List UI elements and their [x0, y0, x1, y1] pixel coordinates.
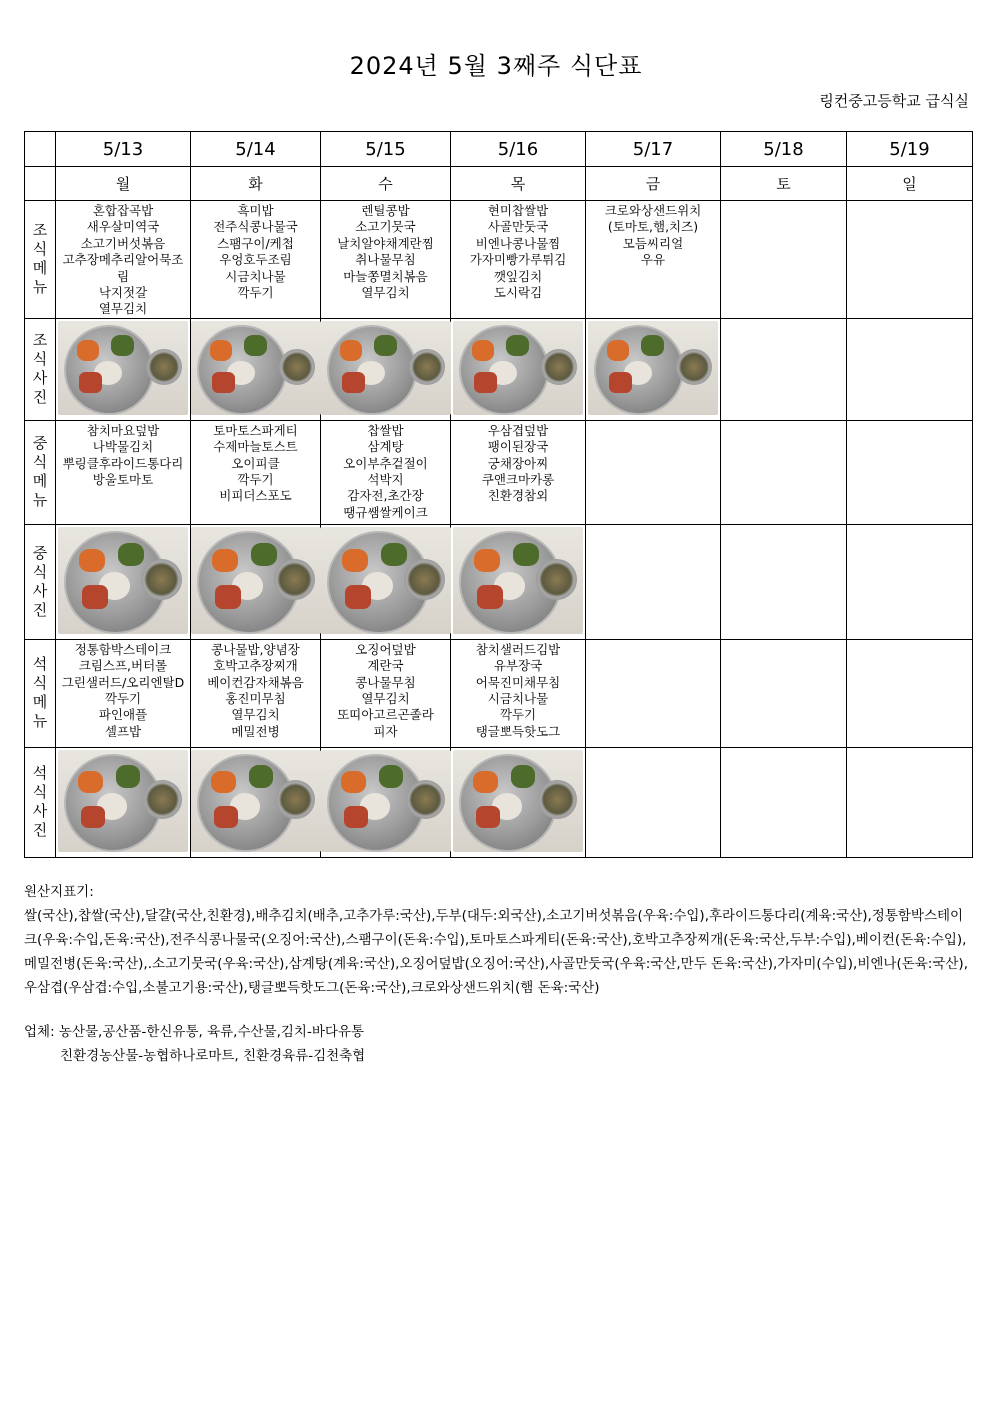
menu-item: 깍두기 [237, 285, 274, 301]
row-label-char: 진 [32, 600, 48, 619]
menu-item: 메밀전병 [231, 723, 280, 739]
soup-bowl [409, 349, 445, 385]
lunch-menu-cell [56, 420, 191, 524]
soup-bowl [538, 780, 577, 819]
menu-item: 감자전,초간장 [347, 488, 424, 504]
menu-item: 찹쌀밥 [367, 422, 404, 438]
menu-item: (토마토,햄,치즈) [607, 219, 699, 235]
lunch-menu-cell [847, 420, 973, 524]
day-cell: 수 [321, 167, 451, 201]
dinner-menu-cell [321, 639, 451, 747]
dinner-menu-cell [451, 639, 586, 747]
menu-item: 현미찹쌀밥 [487, 203, 549, 218]
menu-item: 정통함박스테이크 [74, 641, 172, 657]
side-dish [81, 806, 105, 829]
dinner-photo-cell [191, 747, 321, 857]
row-label [25, 639, 56, 747]
dinner-photo-cell [721, 747, 847, 857]
meal-photo [453, 750, 583, 852]
breakfast-photo-cell [586, 318, 721, 420]
meal-photo [191, 321, 321, 415]
page-title: 2024년 5월 3째주 식단표 [349, 52, 643, 80]
meal-photo [321, 750, 451, 852]
menu-item: 우삼겹덮밥 [487, 422, 549, 438]
menu-item: 깍두기 [499, 707, 537, 723]
menu-item: 깍두기 [237, 472, 274, 488]
day-cell: 금 [586, 167, 721, 201]
side-dish [344, 806, 368, 829]
menu-item: 홍진미무침 [225, 691, 286, 707]
row-label [25, 420, 56, 524]
row-label-char: 메 [32, 693, 48, 712]
dinner-photo-cell [451, 747, 586, 857]
side-dish [374, 335, 396, 356]
side-dish [210, 340, 232, 361]
side-dish [118, 543, 144, 567]
row-label-char: 메 [32, 259, 48, 278]
side-dish [77, 340, 99, 361]
breakfast-photo-cell [191, 318, 321, 420]
row-label-char: 식 [32, 350, 48, 369]
menu-item: 열무김치 [98, 301, 148, 317]
side-dish [345, 585, 371, 609]
menu-item: 참치샐러드김밥 [475, 641, 561, 657]
meal-table [24, 131, 973, 858]
lunch-menu-row [25, 420, 973, 524]
dinner-menu-cell [586, 639, 721, 747]
breakfast-photo-row [25, 318, 973, 420]
soup-bowl [541, 349, 577, 385]
side-dish [472, 340, 494, 361]
soup-bowl [276, 780, 315, 819]
day-cell: 목 [451, 167, 586, 201]
menu-item: 토마토스파게티 [213, 422, 298, 438]
breakfast-menu-cell [586, 201, 721, 319]
side-dish [342, 372, 364, 393]
school-name: 링컨중고등학교 급식실 [819, 92, 969, 110]
menu-item: 고추장메추리알어묵조 [62, 252, 184, 268]
row-label-char: 진 [32, 821, 48, 840]
side-dish [381, 543, 407, 567]
menu-item: 우엉호두조림 [219, 252, 292, 268]
row-label-char: 뉴 [32, 712, 48, 731]
breakfast-menu-cell [56, 201, 191, 319]
side-dish [341, 771, 365, 794]
soup-bowl [146, 349, 182, 385]
dinner-photo-cell [847, 747, 973, 857]
menu-item: 가자미빵가루튀김 [469, 252, 567, 268]
date-cell: 5/18 [721, 132, 847, 167]
row-label-char: 조 [32, 331, 48, 350]
soup-bowl [141, 559, 182, 600]
lunch-menu-cell [721, 420, 847, 524]
meal-photo [588, 321, 718, 415]
dinner-photo-cell [321, 747, 451, 857]
dinner-menu-cell [191, 639, 321, 747]
side-dish [244, 335, 266, 356]
side-dish [474, 549, 500, 573]
date-cell: 5/16 [451, 132, 586, 167]
lunch-photo-cell [721, 524, 847, 639]
menu-item: 크로와상샌드위치 [604, 203, 702, 218]
row-label-char: 진 [32, 388, 48, 407]
soup-bowl [143, 780, 182, 819]
row-label-char: 사 [32, 369, 48, 388]
side-dish [513, 543, 539, 567]
menu-item: 석박지 [367, 472, 404, 488]
row-label-char: 석 [32, 655, 48, 674]
date-cell: 5/17 [586, 132, 721, 167]
date-cell: 5/15 [321, 132, 451, 167]
breakfast-menu-row [25, 201, 973, 319]
soup-bowl [676, 349, 712, 385]
menu-item: 친환경참외 [487, 488, 549, 504]
menu-item: 렌틸콩밥 [361, 203, 410, 218]
side-dish [474, 372, 496, 393]
side-dish [477, 585, 503, 609]
breakfast-menu-cell [847, 201, 973, 319]
dinner-photo-cell [56, 747, 191, 857]
dinner-photo-cell [586, 747, 721, 857]
vendors [24, 1020, 970, 1068]
breakfast-photo-cell [451, 318, 586, 420]
date-row [25, 132, 973, 167]
side-dish [212, 372, 234, 393]
menu-item: 베이컨감자채볶음 [207, 674, 304, 690]
side-dish [249, 765, 273, 788]
menu-item: 혼합잡곡밥 [92, 203, 154, 218]
origin-text: 쌀(국산),찹쌀(국산),달걀(국산,친환경),배추김치(배추,고추가루:국산),두부(대두:외국산),소고기버섯볶음(우육:수입),후라이드통다리(계육:국산),정통함박스테이크(우육:수입,돈육:국산),전주식콩나물국(오징어:국산),스팸구이(돈육:수입),토마토스파게티(돈육:국산),호박고추장찌개(돈육:국산,두부:수입),베이컨(돈육:수입),메밀전병(돈육:국산),.소고기뭇국(우육:국산),삼계탕(계육:국산),오징어덮밥(오징어:국산),사골만둣국(우육:국산,만두 돈육:국산),가자미(수입),비엔나(돈육:국산),우삼겹(우삼겹:수입,소불고기용:국산),탱글뽀득핫도그(돈육:국산),크로와상샌드위치(햄 돈육:국산) [24, 908, 968, 996]
breakfast-photo-cell [721, 318, 847, 420]
menu-item: 탱글뽀득핫도그 [475, 723, 561, 739]
corner-cell [25, 132, 56, 167]
menu-item: 취나물무침 [355, 252, 416, 268]
breakfast-photo-cell [321, 318, 451, 420]
menu-item: 쿠앤크마카롱 [481, 472, 555, 488]
menu-item: 깻잎김치 [493, 268, 543, 284]
menu-item: 날치알야채계란찜 [337, 235, 434, 251]
dinner-menu-row [25, 639, 973, 747]
side-dish [607, 340, 629, 361]
menu-item: 오이피클 [231, 455, 280, 471]
side-dish [111, 335, 133, 356]
side-dish [79, 372, 101, 393]
side-dish [82, 585, 108, 609]
lunch-photo-cell [191, 524, 321, 639]
side-dish [214, 806, 238, 829]
row-label-char: 사 [32, 802, 48, 821]
menu-item: 콩나물밥,양념장 [211, 641, 300, 657]
menu-item: 유부장국 [493, 658, 543, 674]
menu-item: 삼계탕 [367, 439, 404, 455]
menu-item: 콩나물무침 [355, 674, 416, 690]
row-label-char: 뉴 [32, 491, 48, 510]
meal-photo [321, 321, 451, 415]
meal-photo [453, 527, 583, 634]
corner-cell [25, 167, 56, 201]
meal-photo [58, 750, 188, 852]
lunch-photo-cell [56, 524, 191, 639]
menu-item: 참치마요덮밥 [86, 422, 160, 438]
menu-item: 전주식콩나물국 [213, 219, 298, 235]
side-dish [78, 771, 102, 794]
breakfast-menu-cell [721, 201, 847, 319]
menu-item: 나박물김치 [92, 439, 154, 455]
row-label-char: 메 [32, 472, 48, 491]
menu-item: 도시락김 [493, 285, 543, 301]
menu-item: 뿌링클후라이드통다리 [62, 455, 184, 471]
lunch-photo-cell [847, 524, 973, 639]
menu-item: 낙지젓갈 [98, 285, 148, 301]
side-dish [211, 771, 235, 794]
menu-item: 열무김치 [361, 691, 410, 707]
soup-bowl [406, 780, 445, 819]
side-dish [215, 585, 241, 609]
breakfast-menu-cell [321, 201, 451, 319]
dinner-photo-row [25, 747, 973, 857]
row-label-char: 식 [32, 453, 48, 472]
menu-item: 시금치나물 [225, 268, 286, 284]
lunch-menu-cell [321, 420, 451, 524]
menu-item: 소고기뭇국 [355, 219, 416, 235]
menu-item: 방울토마토 [92, 472, 154, 488]
row-label-char: 식 [32, 674, 48, 693]
menu-item: 크림스프,버터롤 [78, 658, 168, 674]
vendors-line-1: 업체: 농산물,공산품-한신유통, 육류,수산물,김치-바다유통 [24, 1024, 364, 1040]
row-label [25, 524, 56, 639]
soup-bowl [279, 349, 315, 385]
meal-photo [58, 321, 188, 415]
menu-item: 어묵진미채무침 [475, 674, 561, 690]
date-cell: 5/13 [56, 132, 191, 167]
side-dish [342, 549, 368, 573]
row-label-char: 뉴 [32, 278, 48, 297]
menu-item: 파인애플 [98, 707, 148, 723]
row-label-char: 조 [32, 221, 48, 240]
menu-item: 땡규쌤쌀케이크 [343, 504, 428, 520]
side-dish [641, 335, 663, 356]
lunch-photo-cell [321, 524, 451, 639]
dinner-menu-cell [56, 639, 191, 747]
side-dish [476, 806, 500, 829]
menu-item: 오징어덮밥 [355, 641, 416, 657]
origin-heading: 원산지표기: [24, 884, 94, 900]
row-label [25, 201, 56, 319]
menu-item: 호박고추장찌개 [213, 658, 298, 674]
dinner-menu-cell [847, 639, 973, 747]
lunch-photo-row [25, 524, 973, 639]
meal-photo [191, 527, 321, 634]
menu-item: 궁채장아찌 [487, 455, 549, 471]
soup-bowl [274, 559, 315, 600]
lunch-menu-cell [191, 420, 321, 524]
menu-item: 스팸구이/케첩 [217, 235, 294, 251]
side-dish [379, 765, 403, 788]
day-cell: 토 [721, 167, 847, 201]
row-label-char: 식 [32, 783, 48, 802]
menu-item: 열무김치 [361, 285, 410, 301]
menu-item: 계란국 [367, 658, 404, 674]
meal-photo [453, 321, 583, 415]
menu-item: 흑미밥 [237, 203, 274, 218]
meal-photo [58, 527, 188, 634]
side-dish [506, 335, 528, 356]
table-body [25, 132, 973, 858]
breakfast-menu-cell [191, 201, 321, 319]
menu-item: 소고기버섯볶음 [80, 235, 166, 251]
date-cell: 5/19 [847, 132, 973, 167]
menu-item: 열무김치 [231, 707, 280, 723]
lunch-menu-cell [451, 420, 586, 524]
meal-photo [321, 527, 451, 634]
row-label [25, 747, 56, 857]
side-dish [473, 771, 497, 794]
menu-item: 또띠아고르곤졸라 [337, 707, 434, 723]
menu-item: 모듬씨리얼 [622, 235, 684, 251]
side-dish [609, 372, 631, 393]
side-dish [511, 765, 535, 788]
side-dish [251, 543, 277, 567]
menu-item: 팽이된장국 [487, 439, 549, 455]
menu-item: 마늘쫑멸치볶음 [343, 268, 428, 284]
row-label-char: 중 [32, 434, 48, 453]
soup-bowl [404, 559, 445, 600]
day-cell: 일 [847, 167, 973, 201]
menu-item: 비피더스포도 [219, 488, 292, 504]
menu-item: 비엔나콩나물찜 [475, 235, 561, 251]
row-label-char: 중 [32, 543, 48, 562]
side-dish [79, 549, 105, 573]
day-cell: 월 [56, 167, 191, 201]
soup-bowl [536, 559, 577, 600]
breakfast-photo-cell [847, 318, 973, 420]
date-cell: 5/14 [191, 132, 321, 167]
vendors-line-2: 친환경농산물-농협하나로마트, 친환경육류-김천축협 [60, 1048, 366, 1064]
menu-item: 깍두기 [104, 691, 142, 707]
lunch-photo-cell [451, 524, 586, 639]
row-label [25, 318, 56, 420]
menu-item: 사골만둣국 [487, 219, 549, 235]
breakfast-photo-cell [56, 318, 191, 420]
menu-item: 림 [116, 268, 130, 284]
lunch-photo-cell [586, 524, 721, 639]
menu-item: 셀프밥 [104, 723, 142, 739]
meal-photo [191, 750, 321, 852]
row-label-char: 석 [32, 764, 48, 783]
dinner-menu-cell [721, 639, 847, 747]
menu-item: 피자 [373, 723, 398, 739]
side-dish [340, 340, 362, 361]
menu-item: 그린샐러드/오리엔탈D [61, 674, 185, 690]
menu-item: 시금치나물 [487, 691, 549, 707]
side-dish [116, 765, 140, 788]
breakfast-menu-cell [451, 201, 586, 319]
day-row [25, 167, 973, 201]
menu-item: 새우살미역국 [86, 219, 160, 235]
menu-item: 수제마늘토스트 [213, 439, 298, 455]
day-cell: 화 [191, 167, 321, 201]
menu-item: 오이부추겉절이 [343, 455, 428, 471]
row-label-char: 식 [32, 562, 48, 581]
side-dish [212, 549, 238, 573]
row-label-char: 사 [32, 581, 48, 600]
lunch-menu-cell [586, 420, 721, 524]
menu-item: 우유 [640, 252, 666, 268]
row-label-char: 식 [32, 240, 48, 259]
